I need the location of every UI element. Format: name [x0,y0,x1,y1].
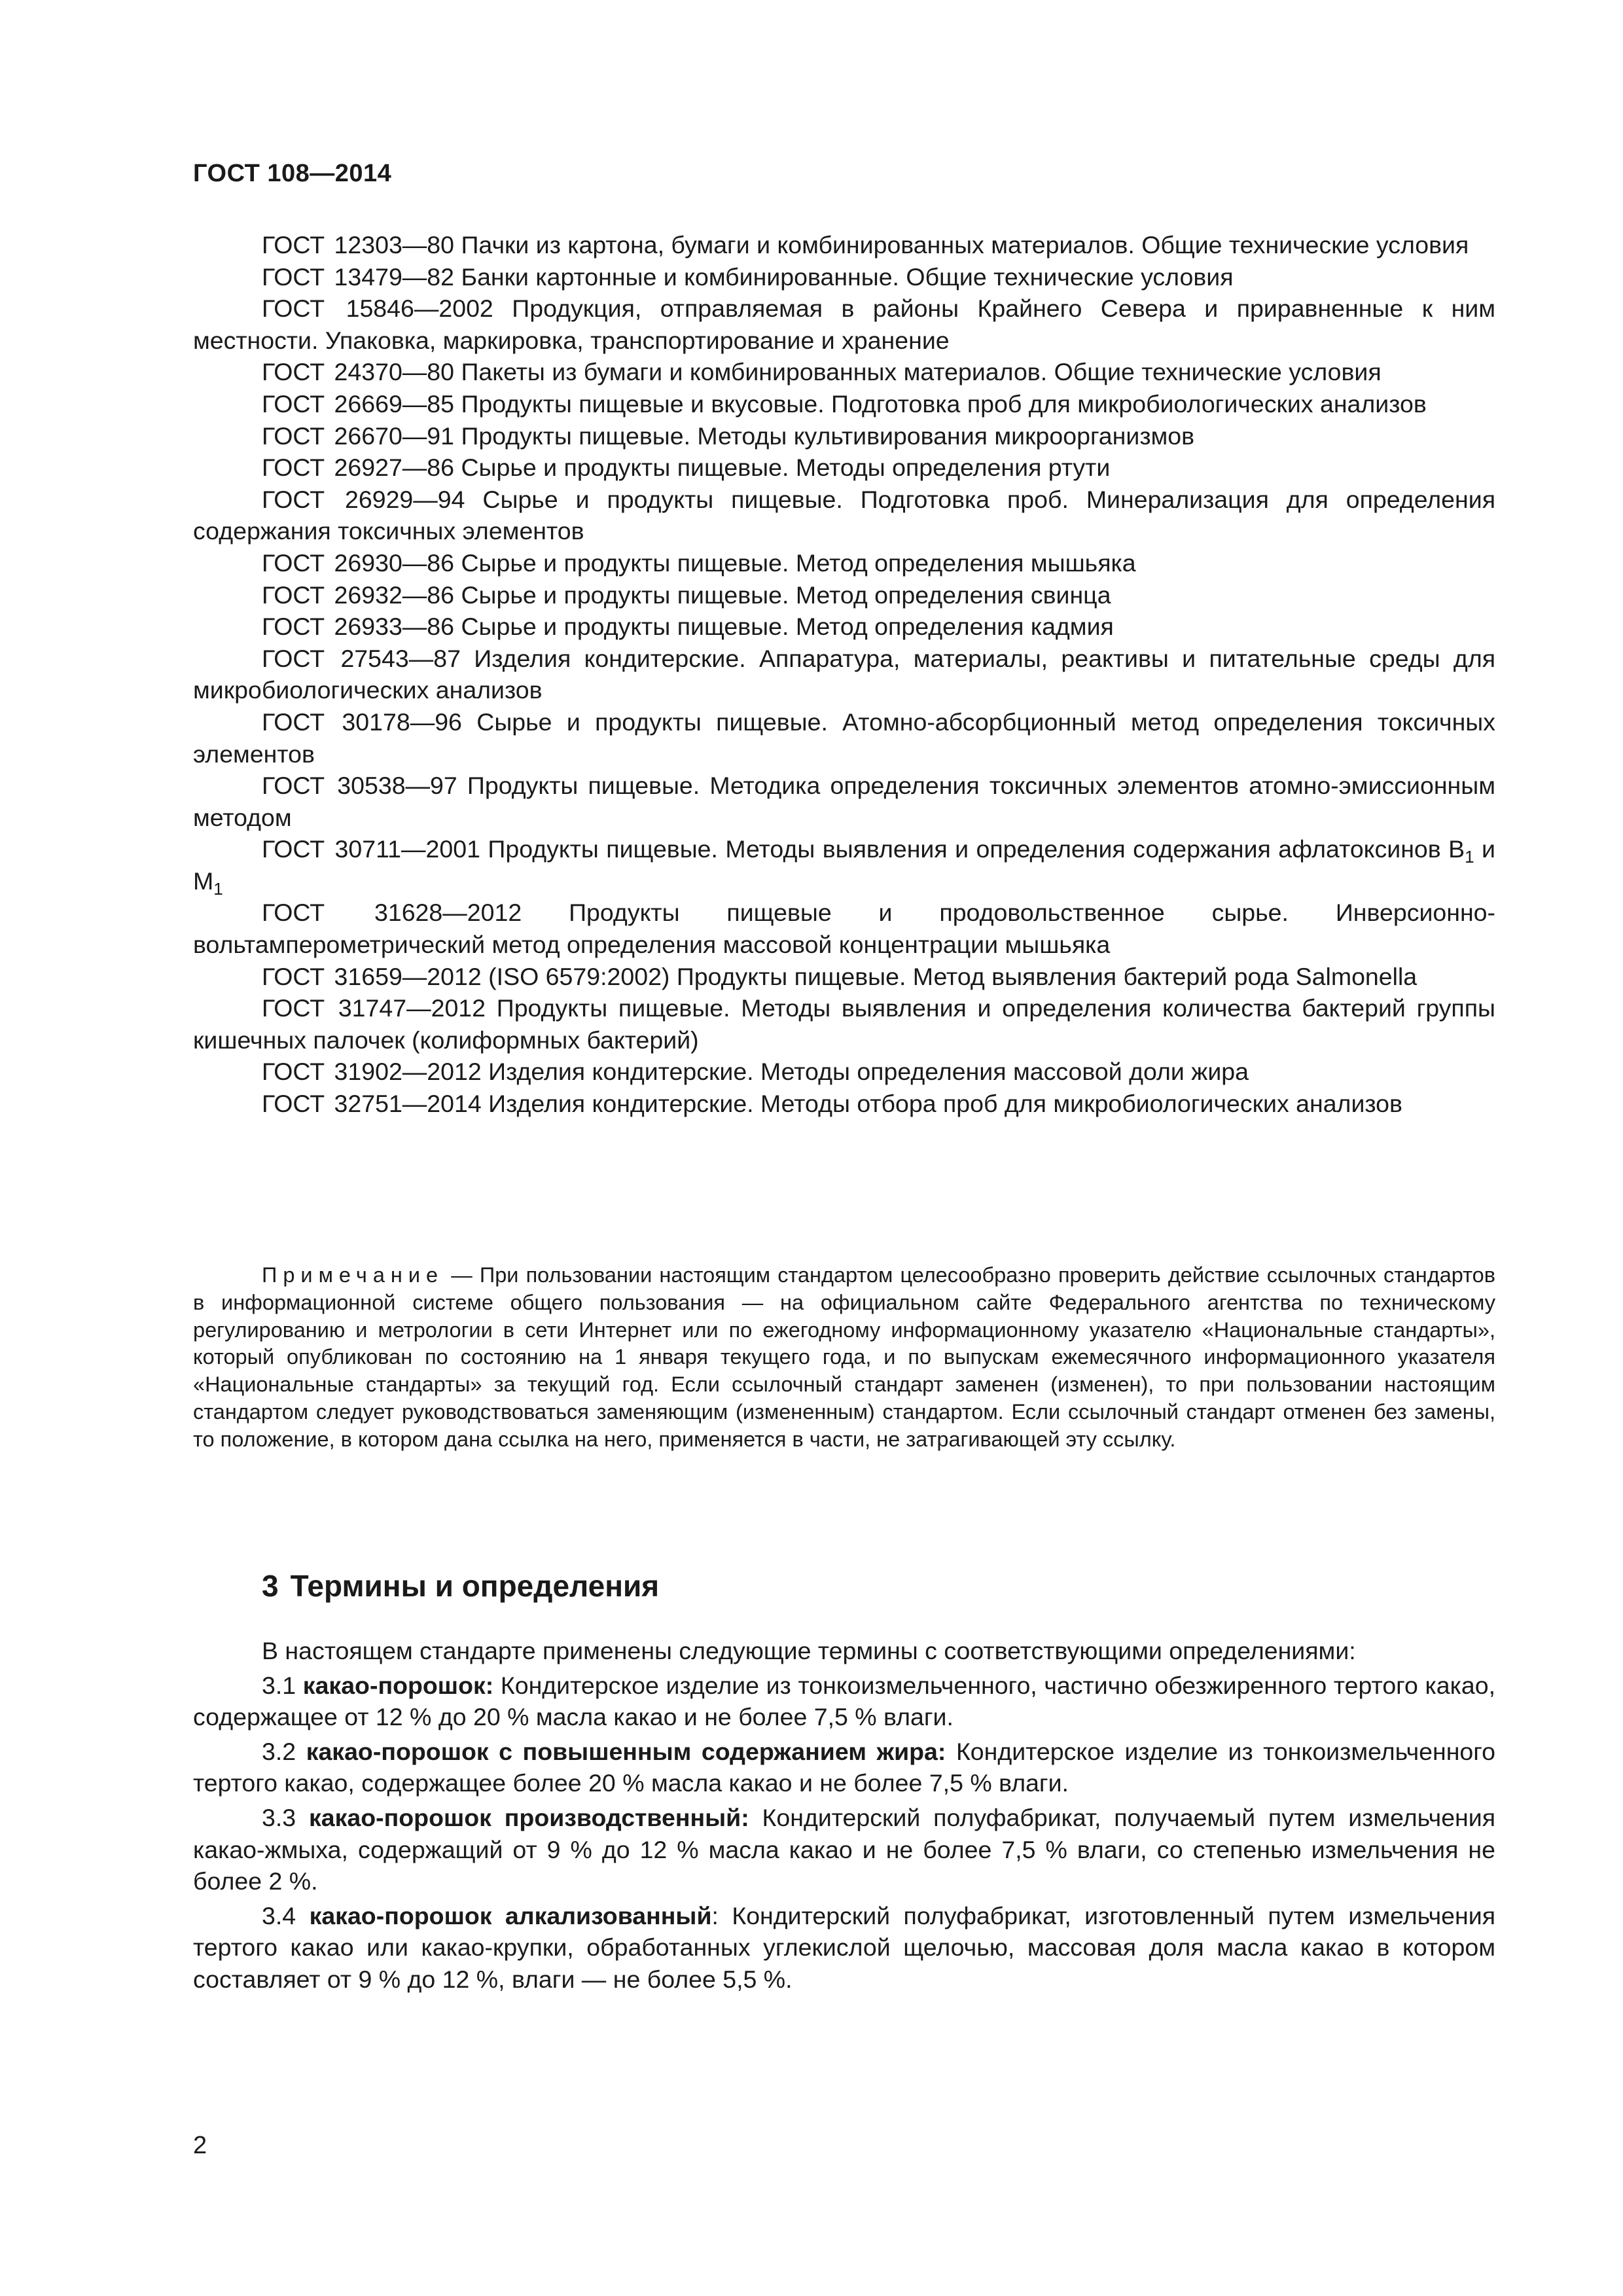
reference-item [193,897,1495,960]
reference-item [193,579,1495,611]
standard-header: ГОСТ 108—2014 [193,160,392,187]
reference-item [193,356,1495,388]
term-number: 3.1 [262,1671,296,1699]
term-definition: : Кондитерский полуфабрикат, изготовленный путем измельчения тертого какао или какао-крупки, обработанных углекислой щелочью, массовая доля масла какао в котором составляет от 9 % до 12 %, влаги — не более 5,5 %. [193,1901,1495,1993]
term-name: какао-порошок алкализованный [309,1901,712,1929]
reference-code: ГОСТ 31628—2012 [262,899,522,927]
note-label: Примечание [262,1263,444,1287]
reference-code: ГОСТ 30178—96 [262,708,462,736]
reference-code: ГОСТ 26927—86 [262,454,455,482]
term-name: какао-порошок с повышенным содержанием жира: [306,1737,946,1765]
term-entry [193,1736,1495,1799]
reference-item [193,643,1495,706]
reference-title: Продукты пищевые. Методика определения токсичных элементов атомно-эмиссионным методом [193,772,1495,831]
reference-code: ГОСТ 26932—86 [262,581,455,609]
reference-item [193,293,1495,356]
terms-section-body [193,1635,1495,1998]
reference-title: Продукты пищевые. Методы выявления и определения количества бактерий группы кишечных палочек (колиформных бактерий) [193,994,1496,1054]
reference-code: ГОСТ 31747—2012 [262,994,486,1022]
reference-title: Сырье и продукты пищевые. Метод определения мышьяка [461,548,1136,577]
reference-title: Пачки из картона, бумаги и комбинированных материалов. Общие технические условия [461,231,1469,259]
reference-code: ГОСТ 26929—94 [262,485,465,513]
reference-item [193,706,1495,770]
reference-code: ГОСТ 30538—97 [262,772,457,800]
term-name: какао-порошок производственный: [308,1803,749,1831]
reference-code: ГОСТ 13479—82 [262,262,455,291]
reference-code: ГОСТ 26933—86 [262,613,455,641]
reference-code: ГОСТ 30711—2001 [262,835,480,863]
section-title: Термины и определения [290,1569,660,1603]
reference-code: ГОСТ 31902—2012 [262,1058,482,1086]
reference-code: ГОСТ 26670—91 [262,422,455,450]
subscript: 1 [1465,847,1474,867]
term-entry [193,1900,1495,1996]
page-number: 2 [193,2132,207,2159]
reference-code: ГОСТ 12303—80 [262,231,455,259]
reference-code: ГОСТ 27543—87 [262,644,461,672]
reference-item [193,961,1495,993]
reference-item [193,1088,1495,1120]
term-entry [193,1802,1495,1897]
normative-references-list [193,229,1495,1120]
reference-title: Продукция, отправляемая в районы Крайнего Севера и приравненные к ним местности. Упаковка, маркировка, транспортирование и хранение [193,295,1496,354]
reference-code: ГОСТ 26930—86 [262,548,455,577]
reference-title: Сырье и продукты пищевые. Метод определения кадмия [461,613,1114,641]
note-paragraph [193,1262,1495,1454]
reference-title: Сырье и продукты пищевые. Методы определения ртути [461,454,1111,482]
term-name: какао-порошок: [302,1671,494,1699]
term-number: 3.4 [262,1901,296,1929]
term-entry [193,1670,1495,1733]
reference-title: Изделия кондитерские. Аппаратура, материалы, реактивы и питательные среды для микробиологических анализов [193,644,1496,704]
reference-item [193,611,1495,643]
reference-item [193,229,1495,261]
section-intro: В настоящем стандарте применены следующие термины с соответствующими определениями: [262,1637,1356,1664]
reference-item [193,1056,1495,1088]
section-number: 3 [262,1569,279,1603]
subscript: 1 [213,878,223,899]
reference-title: Продукты пищевые и вкусовые. Подготовка проб для микробиологических анализов [461,389,1427,418]
reference-item [193,547,1495,579]
reference-code: ГОСТ 32751—2014 [262,1090,482,1118]
reference-item [193,770,1495,833]
reference-title: Продукты пищевые и продовольственное сырье. Инверсионно-вольтамперометрический метод определения массовой концентрации мышьяка [193,899,1496,959]
reference-code: ГОСТ 24370—80 [262,358,455,386]
term-number: 3.2 [262,1737,296,1765]
reference-title: Пакеты из бумаги и комбинированных материалов. Общие технические условия [461,358,1382,386]
reference-item [193,420,1495,452]
reference-title: Сырье и продукты пищевые. Метод определения свинца [461,581,1111,609]
term-definition: Кондитерское изделие из тонкоизмельченного тертого какао, содержащее более 20 % масла какао и не более 7,5 % влаги. [193,1737,1495,1797]
reference-item [193,452,1495,484]
reference-code: ГОСТ 26669—85 [262,389,455,418]
reference-item [193,992,1495,1056]
reference-item [193,388,1495,420]
term-definition: Кондитерское изделие из тонкоизмельченного, частично обезжиренного тертого какао, содержащее от 12 % до 20 % масла какао и не более 7,5 % влаги. [193,1671,1495,1731]
reference-title: Продукты пищевые. Методы выявления и определения содержания афлатоксинов B [488,835,1465,863]
reference-code: ГОСТ 31659—2012 [262,962,482,990]
term-number: 3.3 [262,1803,296,1831]
reference-item [193,261,1495,293]
reference-code: ГОСТ 15846—2002 [262,295,493,323]
reference-title: Продукты пищевые. Методы культивирования микроорганизмов [461,422,1195,450]
reference-item [193,484,1495,547]
reference-title-cont: и M [193,835,1495,895]
reference-title: Сырье и продукты пищевые. Атомно-абсорбционный метод определения токсичных элементов [193,708,1495,768]
reference-title: Изделия кондитерские. Методы отбора проб для микробиологических анализов [488,1090,1402,1118]
reference-title: Изделия кондитерские. Методы определения массовой доли жира [488,1058,1249,1086]
reference-title: Банки картонные и комбинированные. Общие технические условия [461,262,1234,291]
section-heading [262,1568,659,1604]
reference-title: Сырье и продукты пищевые. Подготовка проб. Минерализация для определения содержания токсичных элементов [193,485,1496,545]
reference-item [193,833,1495,897]
reference-title: (ISO 6579:2002) Продукты пищевые. Метод выявления бактерий рода Salmonella [488,962,1418,990]
term-definition: Кондитерский полуфабрикат, получаемый путем измельчения какао-жмыха, содержащий от 9 % до 12 % масла какао и не более 7,5 % влаги, со степенью измельчения не более 2 %. [193,1803,1496,1895]
note-text: — При пользовании настоящим стандартом целесообразно проверить действие ссылочных стандартов в информационной системе общего пользования — на официальном сайте Федерального агентства по техническому регулированию и метрологии в сети Интернет или по ежегодному информационному указателю «Национальные стандарты», который опубликован по состоянию на 1 января текущего года, и по выпускам ежемесячного информационного указателя «Национальные стандарты» за текущий год. Если ссылочный стандарт заменен (изменен), то при пользовании настоящим стандартом следует руководствоваться заменяющим (измененным) стандартом. Если ссылочный стандарт отменен без замены, то положение, в котором дана ссылка на него, применяется в части, не затрагивающей эту ссылку. [193,1263,1495,1451]
